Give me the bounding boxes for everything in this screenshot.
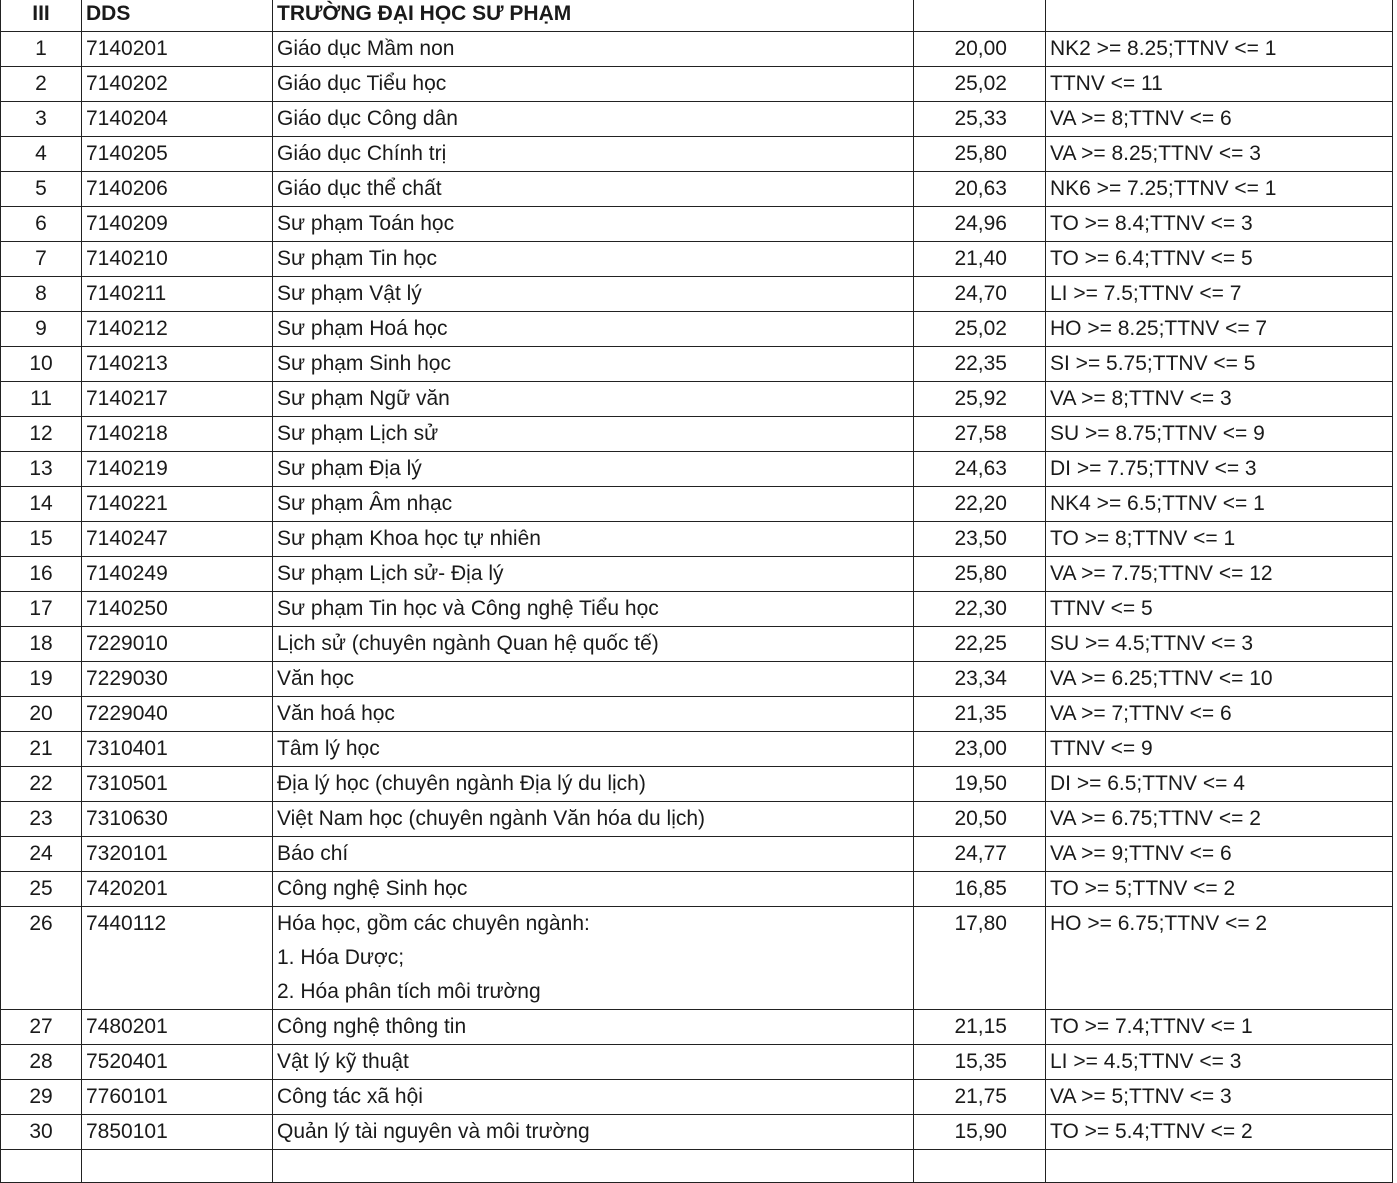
empty-cell [914,1150,1046,1183]
program-name: Sư phạm Địa lý [273,452,914,487]
cutoff-score: 21,75 [914,1080,1046,1115]
tiebreak-criteria: VA >= 9;TTNV <= 6 [1046,837,1393,872]
table-row [1,697,1393,732]
program-name: Việt Nam học (chuyên ngành Văn hóa du lịch) [273,802,914,837]
cutoff-score: 21,40 [914,242,1046,277]
program-code: 7310401 [82,732,273,767]
program-name: Công nghệ thông tin [273,1010,914,1045]
program-code: 7140211 [82,277,273,312]
table-row [1,662,1393,697]
cutoff-score: 24,63 [914,452,1046,487]
row-number: 23 [1,802,82,837]
program-code: 7140210 [82,242,273,277]
tiebreak-criteria: VA >= 7;TTNV <= 6 [1046,697,1393,732]
table-row [1,382,1393,417]
empty-cell [82,1150,273,1183]
program-specialization-line: 2. Hóa phân tích môi trường [277,980,541,1003]
table-row [1,417,1393,452]
program-code: 7229040 [82,697,273,732]
program-name: Sư phạm Lịch sử [273,417,914,452]
program-name: Giáo dục Chính trị [273,137,914,172]
program-code: 7140221 [82,487,273,522]
cutoff-score: 22,20 [914,487,1046,522]
table-row [1,872,1393,907]
program-name: Sư phạm Ngữ văn [273,382,914,417]
program-code: 7480201 [82,1010,273,1045]
program-code: 7140218 [82,417,273,452]
table-row [1,837,1393,872]
row-number: 6 [1,207,82,242]
program-name: Sư phạm Toán học [273,207,914,242]
row-number: 24 [1,837,82,872]
cutoff-score: 16,85 [914,872,1046,907]
row-number: 18 [1,627,82,662]
row-number: 17 [1,592,82,627]
cutoff-score: 20,00 [914,32,1046,67]
program-code: 7140250 [82,592,273,627]
section-header-row [1,0,1393,32]
program-name: Báo chí [273,837,914,872]
table-row [1,312,1393,347]
row-number: 9 [1,312,82,347]
cutoff-score: 25,33 [914,102,1046,137]
row-number: 2 [1,67,82,102]
program-code: 7140212 [82,312,273,347]
tiebreak-criteria: TO >= 7.4;TTNV <= 1 [1046,1010,1393,1045]
table-row [1,1045,1393,1080]
program-name: Giáo dục Công dân [273,102,914,137]
cutoff-score: 22,35 [914,347,1046,382]
tiebreak-criteria: TO >= 6.4;TTNV <= 5 [1046,242,1393,277]
tiebreak-criteria: TTNV <= 5 [1046,592,1393,627]
table-row [1,522,1393,557]
tiebreak-criteria: NK6 >= 7.25;TTNV <= 1 [1046,172,1393,207]
program-name: Quản lý tài nguyên và môi trường [273,1115,914,1150]
cutoff-score: 23,50 [914,522,1046,557]
empty-cell [1,1150,82,1183]
table-row [1,102,1393,137]
program-code: 7310501 [82,767,273,802]
row-number: 5 [1,172,82,207]
program-code: 7140249 [82,557,273,592]
program-name: Sư phạm Âm nhạc [273,487,914,522]
row-number: 22 [1,767,82,802]
table-row [1,487,1393,522]
program-name: Lịch sử (chuyên ngành Quan hệ quốc tế) [273,627,914,662]
row-number: 30 [1,1115,82,1150]
tiebreak-criteria: LI >= 7.5;TTNV <= 7 [1046,277,1393,312]
program-name: Công nghệ Sinh học [273,872,914,907]
row-number: 26 [1,907,82,1010]
row-number: 1 [1,32,82,67]
table-row [1,207,1393,242]
program-name [273,907,914,1010]
table-row [1,172,1393,207]
table-row [1,452,1393,487]
row-number: 14 [1,487,82,522]
program-code: 7440112 [82,907,273,1010]
table-row [1,592,1393,627]
row-number: 15 [1,522,82,557]
table-row [1,627,1393,662]
cutoff-score: 22,25 [914,627,1046,662]
cutoff-score: 25,80 [914,557,1046,592]
table-row [1,767,1393,802]
program-code: 7420201 [82,872,273,907]
program-code: 7140205 [82,137,273,172]
program-name: Tâm lý học [273,732,914,767]
tiebreak-criteria: VA >= 8;TTNV <= 6 [1046,102,1393,137]
cutoff-score: 19,50 [914,767,1046,802]
row-number: 28 [1,1045,82,1080]
program-name-line: Hóa học, gồm các chuyên ngành: [277,912,590,935]
row-number: 10 [1,347,82,382]
table-row [1,557,1393,592]
tiebreak-criteria: SU >= 8.75;TTNV <= 9 [1046,417,1393,452]
table-row [1,1115,1393,1150]
tiebreak-criteria: TO >= 8.4;TTNV <= 3 [1046,207,1393,242]
program-code: 7229030 [82,662,273,697]
section-title: TRƯỜNG ĐẠI HỌC SƯ PHẠM [273,0,914,32]
program-code: 7140202 [82,67,273,102]
cutoff-score: 25,02 [914,312,1046,347]
tiebreak-criteria: VA >= 8.25;TTNV <= 3 [1046,137,1393,172]
tiebreak-criteria: NK2 >= 8.25;TTNV <= 1 [1046,32,1393,67]
tiebreak-criteria: TO >= 8;TTNV <= 1 [1046,522,1393,557]
cutoff-score: 24,96 [914,207,1046,242]
program-code: 7520401 [82,1045,273,1080]
tiebreak-criteria: TO >= 5.4;TTNV <= 2 [1046,1115,1393,1150]
program-name: Công tác xã hội [273,1080,914,1115]
section-number: III [1,0,82,32]
program-name: Địa lý học (chuyên ngành Địa lý du lịch) [273,767,914,802]
tiebreak-criteria: NK4 >= 6.5;TTNV <= 1 [1046,487,1393,522]
empty-cell [273,1150,914,1183]
row-number: 20 [1,697,82,732]
row-number: 29 [1,1080,82,1115]
program-name: Văn hoá học [273,697,914,732]
program-code: 7140206 [82,172,273,207]
program-code: 7140201 [82,32,273,67]
cutoff-score: 25,80 [914,137,1046,172]
table-row [1,67,1393,102]
table-row [1,32,1393,67]
tiebreak-criteria: VA >= 7.75;TTNV <= 12 [1046,557,1393,592]
program-name: Giáo dục thể chất [273,172,914,207]
program-code: 7140209 [82,207,273,242]
tiebreak-criteria: SU >= 4.5;TTNV <= 3 [1046,627,1393,662]
program-name: Giáo dục Mầm non [273,32,914,67]
table-row [1,347,1393,382]
tiebreak-criteria: VA >= 6.25;TTNV <= 10 [1046,662,1393,697]
tiebreak-criteria: VA >= 5;TTNV <= 3 [1046,1080,1393,1115]
program-code: 7310630 [82,802,273,837]
row-number: 7 [1,242,82,277]
tiebreak-criteria: SI >= 5.75;TTNV <= 5 [1046,347,1393,382]
cutoff-score: 15,35 [914,1045,1046,1080]
row-number: 27 [1,1010,82,1045]
program-name: Giáo dục Tiểu học [273,67,914,102]
row-number: 11 [1,382,82,417]
cutoff-score: 21,35 [914,697,1046,732]
row-number: 19 [1,662,82,697]
program-name: Sư phạm Lịch sử- Địa lý [273,557,914,592]
empty-cell [1046,1150,1393,1183]
program-name: Vật lý kỹ thuật [273,1045,914,1080]
table-row [1,137,1393,172]
program-name: Sư phạm Sinh học [273,347,914,382]
program-code: 7320101 [82,837,273,872]
cutoff-score: 24,70 [914,277,1046,312]
row-number: 4 [1,137,82,172]
program-code: 7140217 [82,382,273,417]
program-code: 7140219 [82,452,273,487]
cutoff-score: 23,00 [914,732,1046,767]
row-number: 13 [1,452,82,487]
cutoff-score: 15,90 [914,1115,1046,1150]
cutoff-score: 20,63 [914,172,1046,207]
tiebreak-criteria: DI >= 7.75;TTNV <= 3 [1046,452,1393,487]
table-row [1,802,1393,837]
program-name: Sư phạm Tin học và Công nghệ Tiểu học [273,592,914,627]
cutoff-score: 27,58 [914,417,1046,452]
row-number: 3 [1,102,82,137]
program-name: Sư phạm Hoá học [273,312,914,347]
cutoff-score: 23,34 [914,662,1046,697]
cutoff-score: 20,50 [914,802,1046,837]
section-criteria [1046,0,1393,32]
tiebreak-criteria: HO >= 6.75;TTNV <= 2 [1046,907,1393,1010]
program-specialization-line: 1. Hóa Dược; [277,946,405,969]
cutoff-score: 25,02 [914,67,1046,102]
tiebreak-criteria: HO >= 8.25;TTNV <= 7 [1046,312,1393,347]
table-row [1,732,1393,767]
tiebreak-criteria: VA >= 6.75;TTNV <= 2 [1046,802,1393,837]
tiebreak-criteria: TTNV <= 11 [1046,67,1393,102]
program-code: 7760101 [82,1080,273,1115]
row-number: 12 [1,417,82,452]
table-row [1,1010,1393,1045]
program-name: Sư phạm Vật lý [273,277,914,312]
tiebreak-criteria: DI >= 6.5;TTNV <= 4 [1046,767,1393,802]
row-number: 8 [1,277,82,312]
cutoff-score: 24,77 [914,837,1046,872]
tiebreak-criteria: VA >= 8;TTNV <= 3 [1046,382,1393,417]
cutoff-score: 25,92 [914,382,1046,417]
program-code: 7850101 [82,1115,273,1150]
row-number: 16 [1,557,82,592]
tiebreak-criteria: TO >= 5;TTNV <= 2 [1046,872,1393,907]
section-score [914,0,1046,32]
program-code: 7140204 [82,102,273,137]
cutoff-score: 22,30 [914,592,1046,627]
table-row [1,907,1393,1010]
row-number: 21 [1,732,82,767]
tiebreak-criteria: LI >= 4.5;TTNV <= 3 [1046,1045,1393,1080]
section-code: DDS [82,0,273,32]
tiebreak-criteria: TTNV <= 9 [1046,732,1393,767]
program-name: Sư phạm Khoa học tự nhiên [273,522,914,557]
table-row-continuation [1,1150,1393,1183]
program-code: 7140213 [82,347,273,382]
cutoff-score: 17,80 [914,907,1046,1010]
program-code: 7229010 [82,627,273,662]
program-name: Sư phạm Tin học [273,242,914,277]
program-code: 7140247 [82,522,273,557]
table-row [1,1080,1393,1115]
table-row [1,277,1393,312]
table-row [1,242,1393,277]
program-name: Văn học [273,662,914,697]
row-number: 25 [1,872,82,907]
table-body [1,0,1393,1183]
cutoff-score: 21,15 [914,1010,1046,1045]
